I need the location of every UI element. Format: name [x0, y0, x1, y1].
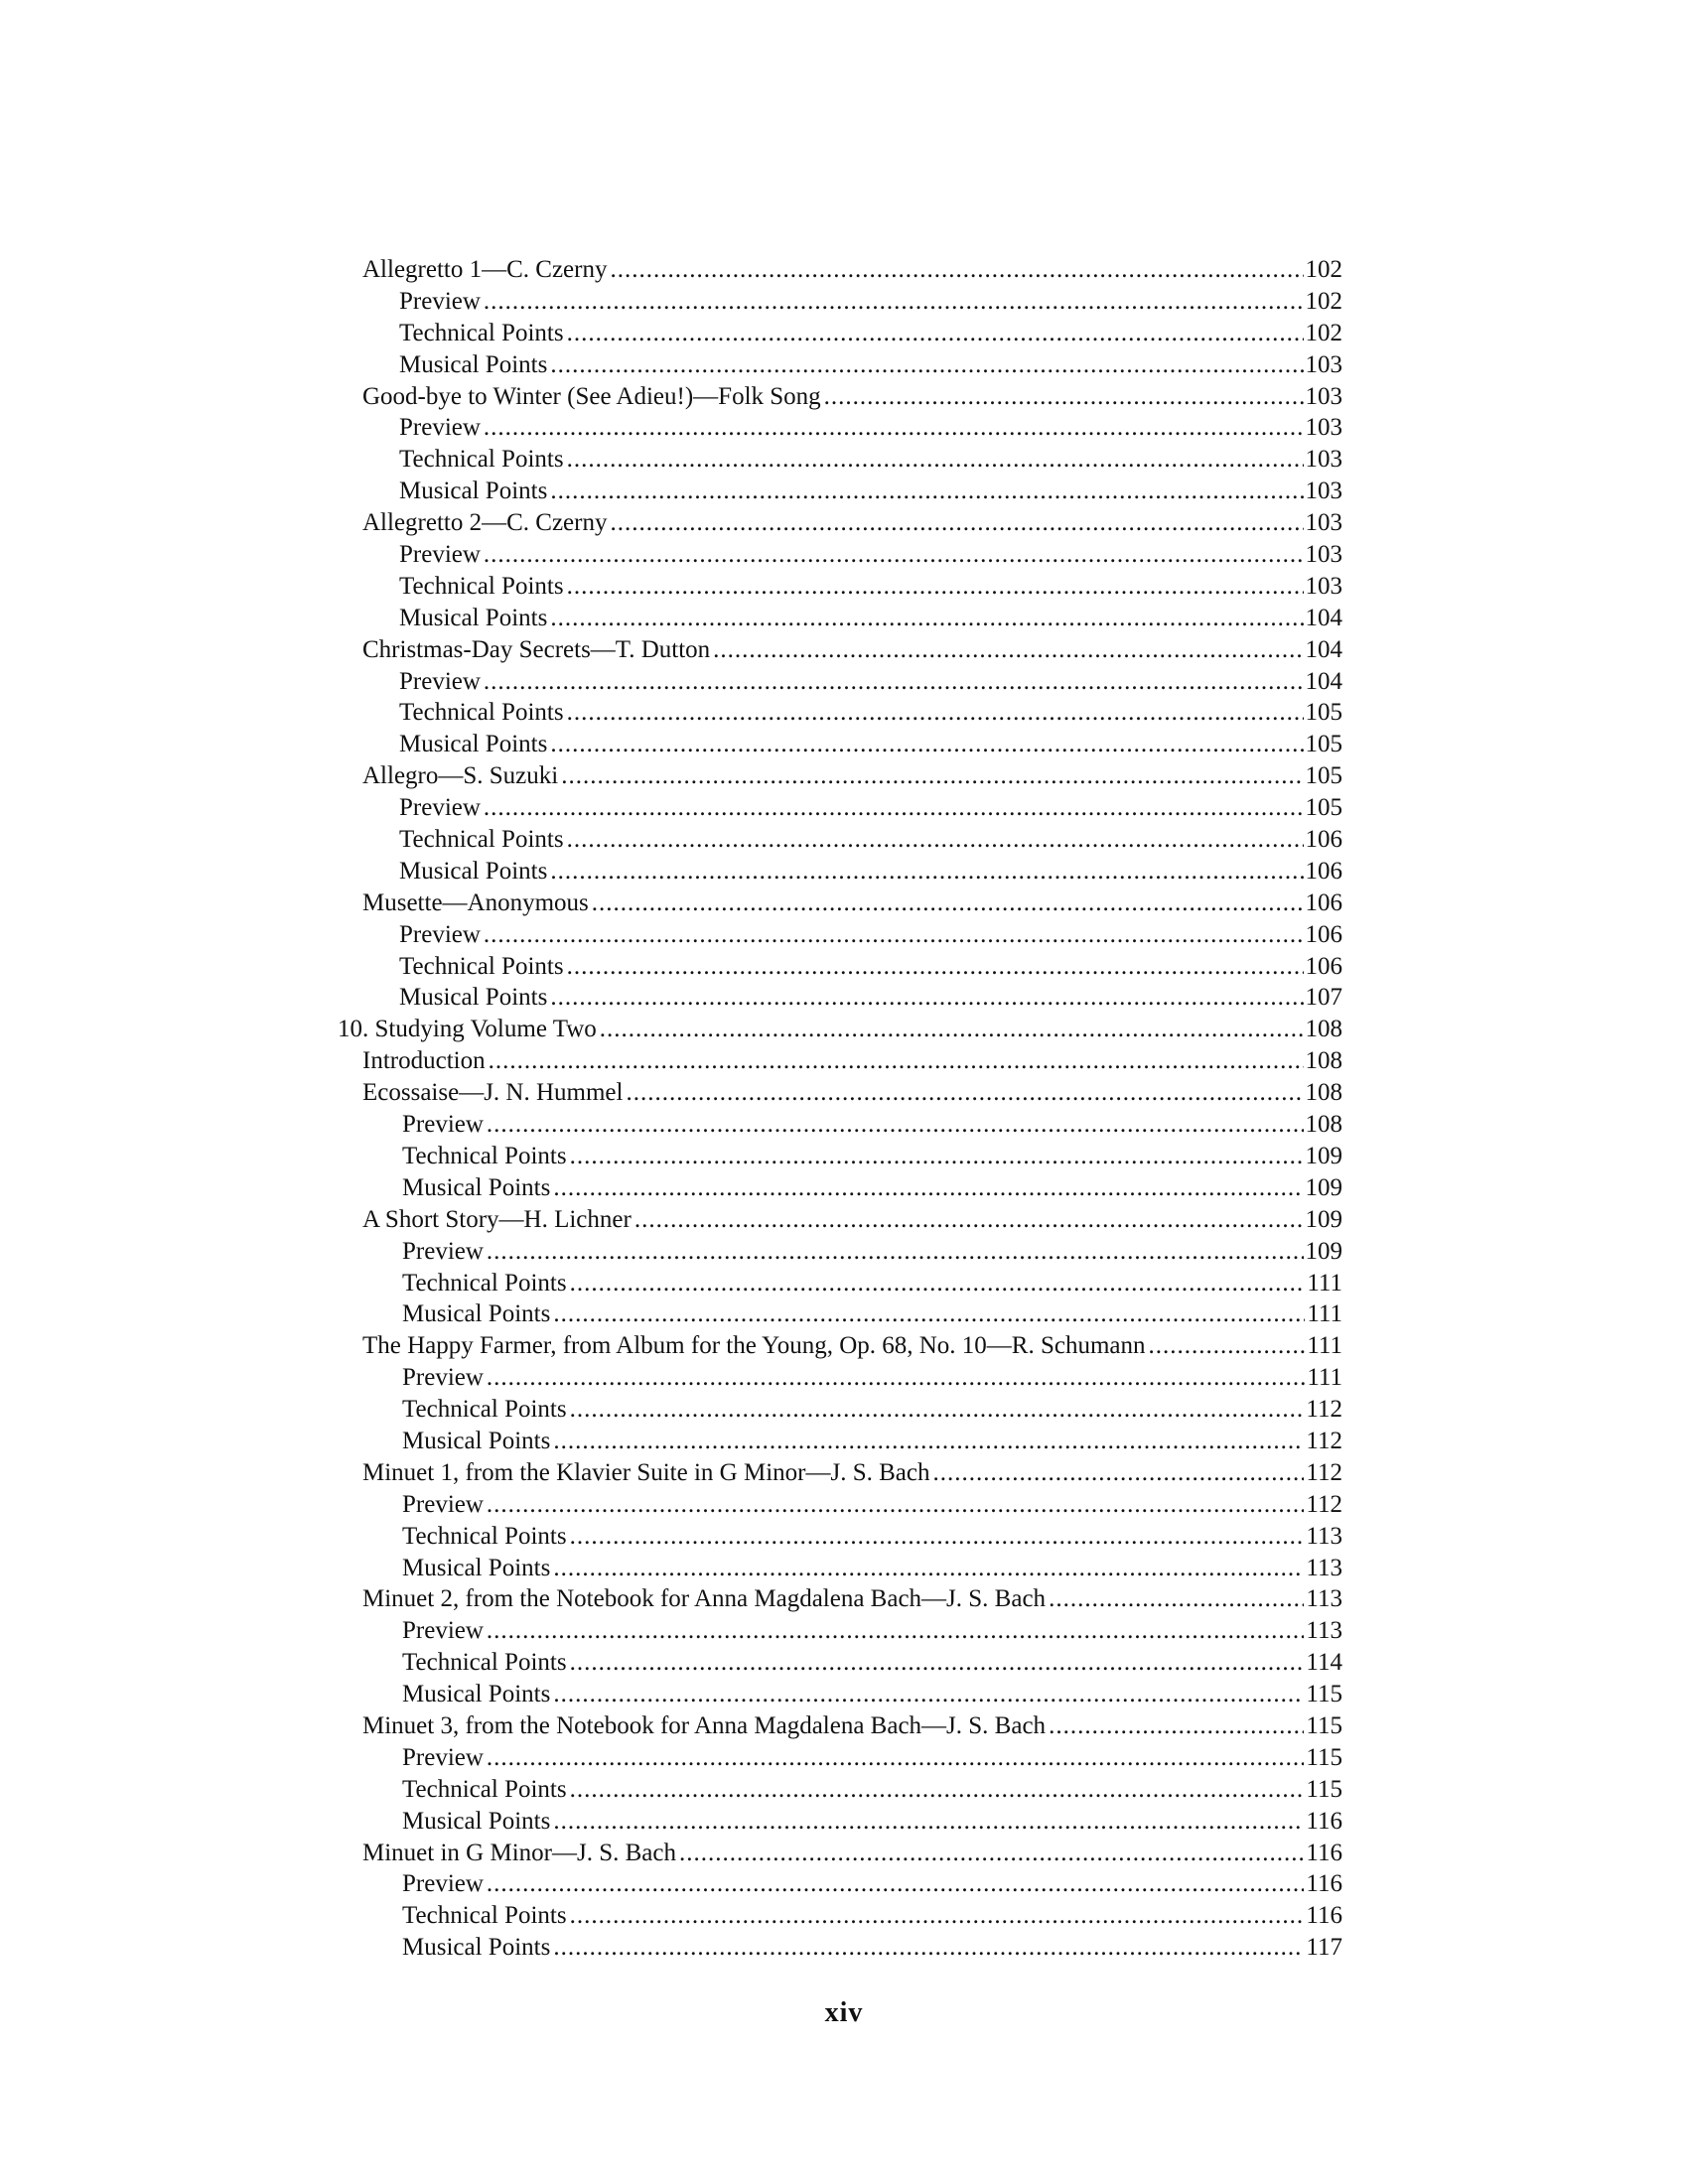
toc-entry-title: Musical Points — [399, 857, 548, 885]
toc-entry-title: Technical Points — [399, 446, 564, 474]
toc-entry — [338, 254, 1342, 286]
toc-entry — [338, 1710, 1342, 1742]
page-number: xiv — [824, 1997, 864, 2028]
toc-entry-page: 116 — [1306, 1839, 1342, 1866]
toc-entry-page: 109 — [1305, 1205, 1342, 1233]
toc-entry-title: Preview — [399, 920, 481, 948]
toc-entry-title: Preview — [402, 1237, 484, 1265]
toc-entry-title: Allegro—S. Suzuki — [362, 762, 559, 790]
toc-entry — [338, 1742, 1342, 1774]
toc-entry-title: Technical Points — [402, 1269, 567, 1297]
toc-entry-title: Preview — [399, 667, 481, 695]
toc-entry-page: 112 — [1306, 1396, 1342, 1424]
toc-entry — [338, 1806, 1342, 1838]
toc-entry-page: 105 — [1305, 762, 1342, 790]
toc-entry — [338, 1014, 1342, 1045]
toc-entry — [338, 1268, 1342, 1299]
dot-leader — [570, 1521, 1305, 1553]
dot-leader — [487, 1742, 1305, 1774]
toc-entry-page: 104 — [1305, 635, 1342, 663]
dot-leader — [567, 444, 1304, 476]
toc-entry-page: 111 — [1307, 1269, 1342, 1297]
toc-entry-title: Technical Points — [402, 1522, 567, 1550]
toc-entry-title: Minuet in G Minor—J. S. Bach — [362, 1839, 676, 1866]
toc-entry-title: Technical Points — [399, 319, 564, 346]
toc-entry-page: 115 — [1306, 1711, 1342, 1739]
toc-entry-page: 103 — [1305, 382, 1342, 410]
toc-entry — [338, 381, 1342, 413]
dot-leader — [610, 507, 1303, 539]
toc-entry-page: 108 — [1305, 1047, 1342, 1075]
toc-entry-page: 106 — [1305, 826, 1342, 854]
toc-entry-page: 102 — [1305, 319, 1342, 346]
toc-entry-title: Musical Points — [402, 1427, 551, 1454]
toc-entry-title: Technical Points — [399, 826, 564, 854]
toc-entry-title: Musical Points — [399, 984, 548, 1012]
toc-entry-page: 109 — [1305, 1173, 1342, 1201]
toc-entry-title: Musical Points — [402, 1300, 551, 1328]
toc-entry-title: Musette—Anonymous — [362, 888, 589, 916]
dot-leader — [553, 1172, 1303, 1204]
toc-entry-page: 113 — [1306, 1554, 1342, 1581]
toc-entry-title: Musical Points — [399, 350, 548, 378]
toc-entry — [338, 1583, 1342, 1615]
toc-entry — [338, 412, 1342, 444]
toc-entry-page: 103 — [1305, 350, 1342, 378]
dot-leader — [553, 1298, 1305, 1330]
dot-leader — [570, 1774, 1305, 1806]
toc-entry-page: 103 — [1305, 478, 1342, 505]
toc-entry-page: 106 — [1305, 857, 1342, 885]
toc-entry-page: 116 — [1306, 1870, 1342, 1898]
table-of-contents — [338, 254, 1342, 1964]
toc-entry-title: Technical Points — [399, 572, 564, 600]
toc-entry — [338, 697, 1342, 729]
dot-leader — [484, 539, 1304, 571]
dot-leader — [550, 476, 1303, 507]
toc-entry — [338, 1489, 1342, 1521]
toc-entry-title: Introduction — [362, 1047, 486, 1075]
toc-entry — [338, 760, 1342, 792]
toc-entry-title: The Happy Farmer, from Album for the Young, Op. 68, No. 10—R. Schumann — [362, 1332, 1146, 1360]
dot-leader — [484, 412, 1304, 444]
toc-entry-page: 111 — [1307, 1332, 1342, 1360]
dot-leader — [487, 1362, 1305, 1394]
toc-entry — [338, 1426, 1342, 1457]
dot-leader — [1049, 1710, 1304, 1742]
toc-entry-page: 106 — [1305, 888, 1342, 916]
toc-entry — [338, 603, 1342, 634]
toc-entry-title: Allegretto 1—C. Czerny — [362, 256, 608, 283]
toc-entry — [338, 1457, 1342, 1489]
toc-entry-title: Musical Points — [402, 1934, 551, 1962]
dot-leader — [932, 1457, 1304, 1489]
dot-leader — [550, 856, 1303, 887]
toc-entry-title: Technical Points — [402, 1142, 567, 1169]
toc-entry-title: Good-bye to Winter (See Adieu!)—Folk Song — [362, 382, 821, 410]
toc-entry — [338, 1045, 1342, 1077]
toc-entry — [338, 1172, 1342, 1204]
toc-entry-title: Minuet 1, from the Klavier Suite in G Minor—J. S. Bach — [362, 1458, 930, 1486]
toc-entry — [338, 1932, 1342, 1964]
dot-leader — [489, 1045, 1304, 1077]
dot-leader — [487, 1489, 1305, 1521]
toc-entry-page: 109 — [1305, 1237, 1342, 1265]
dot-leader — [484, 286, 1304, 318]
dot-leader — [484, 919, 1304, 951]
dot-leader — [561, 760, 1303, 792]
dot-leader — [487, 1868, 1305, 1900]
toc-entry — [338, 1109, 1342, 1141]
toc-entry — [338, 824, 1342, 856]
dot-leader — [553, 1426, 1304, 1457]
toc-entry-page: 115 — [1306, 1775, 1342, 1803]
toc-entry — [338, 444, 1342, 476]
toc-entry-title: Christmas-Day Secrets—T. Dutton — [362, 635, 711, 663]
toc-entry — [338, 1868, 1342, 1900]
toc-entry-title: Technical Points — [402, 1649, 567, 1677]
dot-leader — [567, 951, 1304, 983]
dot-leader — [484, 666, 1304, 698]
dot-leader — [567, 571, 1304, 603]
toc-entry — [338, 919, 1342, 951]
toc-entry — [338, 887, 1342, 919]
toc-entry — [338, 349, 1342, 381]
toc-entry-page: 116 — [1306, 1902, 1342, 1930]
toc-entry-page: 103 — [1305, 509, 1342, 537]
dot-leader — [570, 1647, 1305, 1679]
toc-entry-title: Musical Points — [399, 604, 548, 631]
toc-entry-page: 106 — [1305, 920, 1342, 948]
toc-entry — [338, 1141, 1342, 1172]
toc-entry-title: Preview — [399, 541, 481, 569]
toc-entry — [338, 1774, 1342, 1806]
toc-entry-title: Musical Points — [402, 1807, 551, 1835]
toc-entry — [338, 1204, 1342, 1236]
toc-entry — [338, 507, 1342, 539]
toc-entry-title: Minuet 3, from the Notebook for Anna Magdalena Bach—J. S. Bach — [362, 1711, 1047, 1739]
dot-leader — [1049, 1583, 1304, 1615]
toc-entry-title: Musical Points — [402, 1554, 551, 1581]
dot-leader — [600, 1014, 1304, 1045]
toc-entry-title: Preview — [402, 1870, 484, 1898]
toc-entry — [338, 286, 1342, 318]
toc-entry — [338, 1679, 1342, 1710]
dot-leader — [679, 1838, 1304, 1869]
toc-entry-title: Minuet 2, from the Notebook for Anna Magdalena Bach—J. S. Bach — [362, 1585, 1047, 1613]
dot-leader — [634, 1204, 1304, 1236]
toc-entry-page: 105 — [1305, 731, 1342, 758]
dot-leader — [567, 824, 1304, 856]
toc-entry-page: 113 — [1306, 1617, 1342, 1645]
toc-entry-page: 105 — [1305, 699, 1342, 727]
toc-entry — [338, 1521, 1342, 1553]
toc-entry — [338, 1394, 1342, 1426]
toc-entry — [338, 856, 1342, 887]
dot-leader — [487, 1615, 1305, 1647]
toc-entry-page: 104 — [1305, 667, 1342, 695]
toc-entry-page: 116 — [1306, 1807, 1342, 1835]
toc-entry — [338, 318, 1342, 349]
toc-entry-title: Allegretto 2—C. Czerny — [362, 509, 608, 537]
dot-leader — [553, 1679, 1304, 1710]
toc-entry-page: 108 — [1305, 1111, 1342, 1139]
toc-entry-page: 111 — [1307, 1300, 1342, 1328]
toc-entry-title: A Short Story—H. Lichner — [362, 1205, 632, 1233]
toc-entry-page: 113 — [1306, 1522, 1342, 1550]
dot-leader — [553, 1806, 1304, 1838]
dot-leader — [550, 982, 1303, 1014]
toc-entry-page: 104 — [1305, 604, 1342, 631]
dot-leader — [487, 1109, 1304, 1141]
toc-entry-title: Ecossaise—J. N. Hummel — [362, 1079, 624, 1107]
toc-entry-page: 103 — [1305, 541, 1342, 569]
toc-entry-title: Preview — [402, 1111, 484, 1139]
dot-leader — [570, 1141, 1304, 1172]
dot-leader — [570, 1394, 1305, 1426]
dot-leader — [487, 1236, 1304, 1268]
toc-entry-page: 105 — [1305, 794, 1342, 822]
toc-entry-title: Preview — [402, 1490, 484, 1518]
dot-leader — [550, 603, 1303, 634]
toc-entry — [338, 476, 1342, 507]
toc-entry-page: 107 — [1305, 984, 1342, 1012]
toc-entry — [338, 666, 1342, 698]
dot-leader — [550, 729, 1303, 760]
toc-entry — [338, 1615, 1342, 1647]
dot-leader — [484, 792, 1304, 824]
toc-entry — [338, 634, 1342, 666]
toc-entry-title: Musical Points — [399, 478, 548, 505]
dot-leader — [824, 381, 1304, 413]
toc-entry-page: 106 — [1305, 952, 1342, 980]
toc-entry-page: 114 — [1306, 1649, 1342, 1677]
toc-entry-page: 115 — [1306, 1681, 1342, 1708]
toc-entry-title: Preview — [399, 794, 481, 822]
toc-entry-title: Preview — [402, 1364, 484, 1392]
toc-entry-title: Musical Points — [399, 731, 548, 758]
toc-entry — [338, 1838, 1342, 1869]
toc-entry-title: 10. Studying Volume Two — [338, 1016, 597, 1043]
toc-entry-page: 112 — [1306, 1458, 1342, 1486]
dot-leader — [570, 1268, 1306, 1299]
toc-entry — [338, 1900, 1342, 1932]
toc-entry-title: Technical Points — [399, 952, 564, 980]
toc-entry-page: 115 — [1306, 1743, 1342, 1771]
toc-entry-page: 117 — [1306, 1934, 1342, 1962]
toc-entry-page: 112 — [1306, 1490, 1342, 1518]
toc-entry-page: 102 — [1305, 287, 1342, 315]
toc-entry — [338, 1553, 1342, 1584]
toc-entry-title: Musical Points — [402, 1681, 551, 1708]
toc-entry-title: Preview — [402, 1743, 484, 1771]
toc-entry-title: Musical Points — [402, 1173, 551, 1201]
dot-leader — [550, 349, 1303, 381]
toc-entry — [338, 571, 1342, 603]
dot-leader — [592, 887, 1304, 919]
toc-entry — [338, 1298, 1342, 1330]
dot-leader — [626, 1077, 1303, 1109]
dot-leader — [553, 1932, 1304, 1964]
toc-entry — [338, 729, 1342, 760]
toc-entry-page: 103 — [1305, 572, 1342, 600]
toc-entry-title: Preview — [402, 1617, 484, 1645]
toc-entry-title: Technical Points — [402, 1396, 567, 1424]
toc-entry — [338, 1330, 1342, 1362]
dot-leader — [567, 697, 1304, 729]
toc-entry — [338, 951, 1342, 983]
dot-leader — [713, 634, 1303, 666]
toc-entry — [338, 1362, 1342, 1394]
toc-entry-title: Technical Points — [402, 1902, 567, 1930]
toc-entry-page: 113 — [1306, 1585, 1342, 1613]
toc-entry-page: 108 — [1305, 1079, 1342, 1107]
dot-leader — [567, 318, 1304, 349]
toc-entry-page: 103 — [1305, 414, 1342, 442]
toc-entry-page: 102 — [1305, 256, 1342, 283]
toc-entry — [338, 1077, 1342, 1109]
toc-entry-title: Preview — [399, 414, 481, 442]
toc-entry-page: 112 — [1306, 1427, 1342, 1454]
toc-entry — [338, 792, 1342, 824]
toc-entry — [338, 982, 1342, 1014]
toc-entry — [338, 1647, 1342, 1679]
toc-entry — [338, 539, 1342, 571]
toc-entry-title: Technical Points — [399, 699, 564, 727]
dot-leader — [1149, 1330, 1306, 1362]
dot-leader — [570, 1900, 1305, 1932]
toc-entry-title: Preview — [399, 287, 481, 315]
toc-entry-page: 109 — [1305, 1142, 1342, 1169]
toc-entry-page: 103 — [1305, 446, 1342, 474]
dot-leader — [610, 254, 1303, 286]
dot-leader — [553, 1553, 1304, 1584]
toc-entry-title: Technical Points — [402, 1775, 567, 1803]
toc-entry — [338, 1236, 1342, 1268]
toc-entry-page: 111 — [1307, 1364, 1342, 1392]
toc-entry-page: 108 — [1305, 1016, 1342, 1043]
